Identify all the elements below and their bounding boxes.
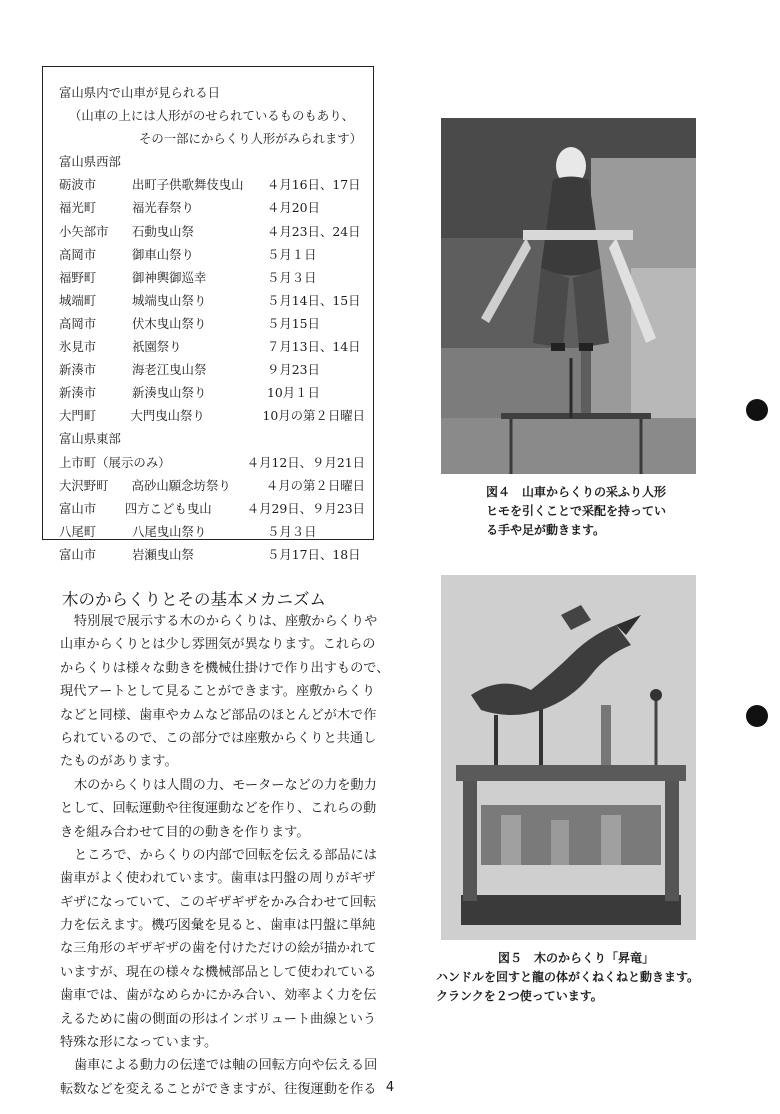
article-line: 歯車がよく使われています。歯車は円盤の周りがギザ bbox=[60, 871, 376, 887]
east-first-row bbox=[59, 451, 365, 474]
schedule-row bbox=[59, 543, 365, 566]
article-line: ところで、からくりの内部で回転を伝える部品には bbox=[74, 847, 377, 863]
schedule-date: ４月20日 bbox=[267, 200, 320, 216]
schedule-event: 祇園祭り bbox=[132, 339, 182, 355]
east-rows bbox=[59, 474, 365, 566]
schedule-row bbox=[59, 220, 365, 243]
article-line: からくりは様々な動きを機械仕掛けで作り出すもので、 bbox=[60, 660, 390, 676]
schedule-date: ５月14日、15日 bbox=[267, 292, 361, 308]
schedule-city: 高岡市 bbox=[59, 315, 97, 331]
schedule-event: 八尾曳山祭り bbox=[132, 523, 207, 539]
article-line: 木のからくりは人間の力、モーターなどの力を動力 bbox=[74, 777, 377, 793]
schedule-date: ５月３日 bbox=[267, 269, 317, 285]
article-line: 歯車による動力の伝達では軸の回転方向や伝える回 bbox=[74, 1058, 378, 1074]
article-line: ギザになっていて、このギザギザをかみ合わせて回転 bbox=[60, 894, 377, 910]
schedule-note-2: その一部にからくり人形がみられます） bbox=[139, 131, 363, 147]
schedule-city: 小矢部市 bbox=[59, 223, 109, 239]
west-rows bbox=[59, 173, 365, 427]
schedule-city: 福光町 bbox=[59, 200, 97, 216]
schedule-city: 砺波市 bbox=[59, 177, 97, 193]
schedule-city: 福野町 bbox=[59, 269, 97, 285]
figure4-caption-line3: る手や足が動きます。 bbox=[486, 523, 606, 537]
schedule-city: 大門町 bbox=[59, 408, 97, 424]
article-line: 特別展で展示する木のからくりは、座敷からくりや bbox=[74, 614, 378, 629]
schedule-row bbox=[59, 335, 365, 358]
article-line: いますが、現在の様々な機械部品として使われている bbox=[60, 964, 377, 980]
schedule-event: 出町子供歌舞伎曳山 bbox=[132, 177, 244, 193]
schedule-row bbox=[59, 289, 365, 312]
schedule-note-1: （山車の上には人形がのせられているものもあり、 bbox=[69, 108, 354, 124]
figure4-caption-line2: ヒモを引くことで采配を持ってい bbox=[486, 504, 667, 518]
schedule-event: 大門曳山祭り bbox=[130, 408, 205, 424]
schedule-date: ７月13日、14日 bbox=[267, 339, 361, 355]
article-line: きを組み合わせて目的の動きを作ります。 bbox=[60, 824, 310, 840]
schedule-date: ５月１日 bbox=[267, 246, 317, 262]
schedule-event: 新湊曳山祭り bbox=[132, 385, 207, 401]
schedule-date: ９月23日 bbox=[267, 362, 320, 378]
article-line: 現代アートとして見ることができます。座敷からくり bbox=[60, 684, 376, 700]
schedule-row bbox=[59, 312, 365, 335]
schedule-date: ４月29日、９月23日 bbox=[246, 500, 365, 516]
figure4-caption-line1: 図４ 山車からくりの采ふり人形 bbox=[486, 485, 667, 499]
wooden-dragon-image bbox=[441, 575, 696, 940]
schedule-row bbox=[59, 266, 365, 289]
festival-schedule-box bbox=[42, 66, 374, 562]
article-line: 力を伝えます。機巧図彙を見ると、歯車は円盤に単純 bbox=[60, 918, 376, 934]
west-header: 富山県西部 bbox=[59, 154, 121, 170]
schedule-date: ４月23日、24日 bbox=[267, 223, 361, 239]
article-line: などと同様、歯車やカムなど部品のほとんどが木で作 bbox=[60, 707, 377, 723]
figure5-caption-line2: ハンドルを回すと龍の体がくねくねと動きます。 bbox=[436, 970, 700, 984]
schedule-date: ５月３日 bbox=[267, 523, 317, 539]
schedule-city: 八尾町 bbox=[59, 523, 97, 539]
article-line: えるために歯の側面の形はインボリュート曲線という bbox=[60, 1011, 377, 1027]
schedule-date: ５月15日 bbox=[267, 315, 320, 331]
schedule-event: 石動曳山祭 bbox=[132, 223, 194, 239]
binder-hole-bottom bbox=[746, 705, 768, 727]
schedule-date: ４月の第２日曜日 bbox=[265, 477, 365, 493]
schedule-city: 新湊市 bbox=[59, 362, 97, 378]
binder-hole-top bbox=[746, 399, 768, 421]
schedule-event: 海老江曳山祭 bbox=[132, 362, 207, 378]
east-first-label: 上市町（展示のみ） bbox=[59, 454, 171, 470]
article-line: 歯車では、歯がなめらかにかみ合い、効率よく力を伝 bbox=[60, 988, 377, 1004]
east-header: 富山県東部 bbox=[59, 431, 121, 447]
figure4-photo bbox=[441, 118, 696, 474]
schedule-city: 富山市 bbox=[59, 500, 97, 516]
figure5-caption-line1: 図５ 木のからくり「昇竜」 bbox=[498, 951, 655, 965]
schedule-date: 10月１日 bbox=[267, 385, 320, 401]
article-line: られているので、この部分では座敷からくりと共通し bbox=[60, 730, 377, 746]
schedule-city: 大沢野町 bbox=[59, 477, 109, 493]
schedule-title: 富山県内で山車が見られる日 bbox=[59, 85, 221, 100]
schedule-city: 富山市 bbox=[59, 546, 97, 562]
schedule-date: ５月17日、18日 bbox=[267, 546, 361, 562]
schedule-content bbox=[59, 81, 365, 566]
figure5-caption bbox=[436, 949, 699, 1006]
article-line: な三角形のギザギザの歯を付けただけの絵が描かれて bbox=[60, 941, 377, 957]
schedule-row bbox=[59, 358, 365, 381]
article-body bbox=[60, 610, 390, 1101]
schedule-row bbox=[59, 474, 365, 497]
schedule-event: 高砂山願念坊祭り bbox=[131, 477, 231, 493]
schedule-row bbox=[59, 173, 365, 196]
article-line: 転数などを変えることができますが、往復運動を作る bbox=[60, 1081, 377, 1097]
schedule-row bbox=[59, 196, 365, 219]
schedule-event: 御車山祭り bbox=[132, 246, 194, 262]
schedule-event: 四方こども曳山 bbox=[124, 500, 212, 516]
article-line: として、回転運動や往復運動などを作り、これらの動 bbox=[60, 801, 377, 817]
schedule-event: 福光春祭り bbox=[132, 200, 194, 216]
schedule-row bbox=[59, 520, 365, 543]
article-heading: 木のからくりとその基本メカニズム bbox=[62, 590, 326, 609]
figure5-caption-line3: クランクを２つ使っています。 bbox=[436, 989, 603, 1003]
page-number: 4 bbox=[385, 1080, 395, 1095]
figure5-photo bbox=[441, 575, 696, 940]
schedule-event: 御神輿御巡幸 bbox=[132, 269, 207, 285]
schedule-row bbox=[59, 243, 365, 266]
karakuri-doll-image bbox=[441, 118, 696, 474]
schedule-date: 10月の第２日曜日 bbox=[262, 408, 365, 424]
schedule-event: 城端曳山祭り bbox=[132, 292, 207, 308]
schedule-event: 伏木曳山祭り bbox=[132, 315, 207, 331]
schedule-city: 高岡市 bbox=[59, 246, 97, 262]
figure4-caption bbox=[486, 483, 666, 540]
schedule-city: 新湊市 bbox=[59, 385, 97, 401]
schedule-date: ４月16日、17日 bbox=[267, 177, 361, 193]
schedule-event: 岩瀬曳山祭 bbox=[132, 546, 194, 562]
article-line: たものがあります。 bbox=[60, 754, 178, 770]
article-line: 特殊な形になっています。 bbox=[60, 1035, 218, 1051]
schedule-row bbox=[59, 381, 365, 404]
schedule-city: 氷見市 bbox=[59, 339, 97, 355]
schedule-row bbox=[59, 404, 365, 427]
article-line: 山車からくりとは少し雰囲気が異なります。これらの bbox=[60, 637, 376, 653]
schedule-city: 城端町 bbox=[59, 292, 97, 308]
schedule-row bbox=[59, 497, 365, 520]
east-first-date: ４月12日、９月21日 bbox=[246, 454, 365, 470]
